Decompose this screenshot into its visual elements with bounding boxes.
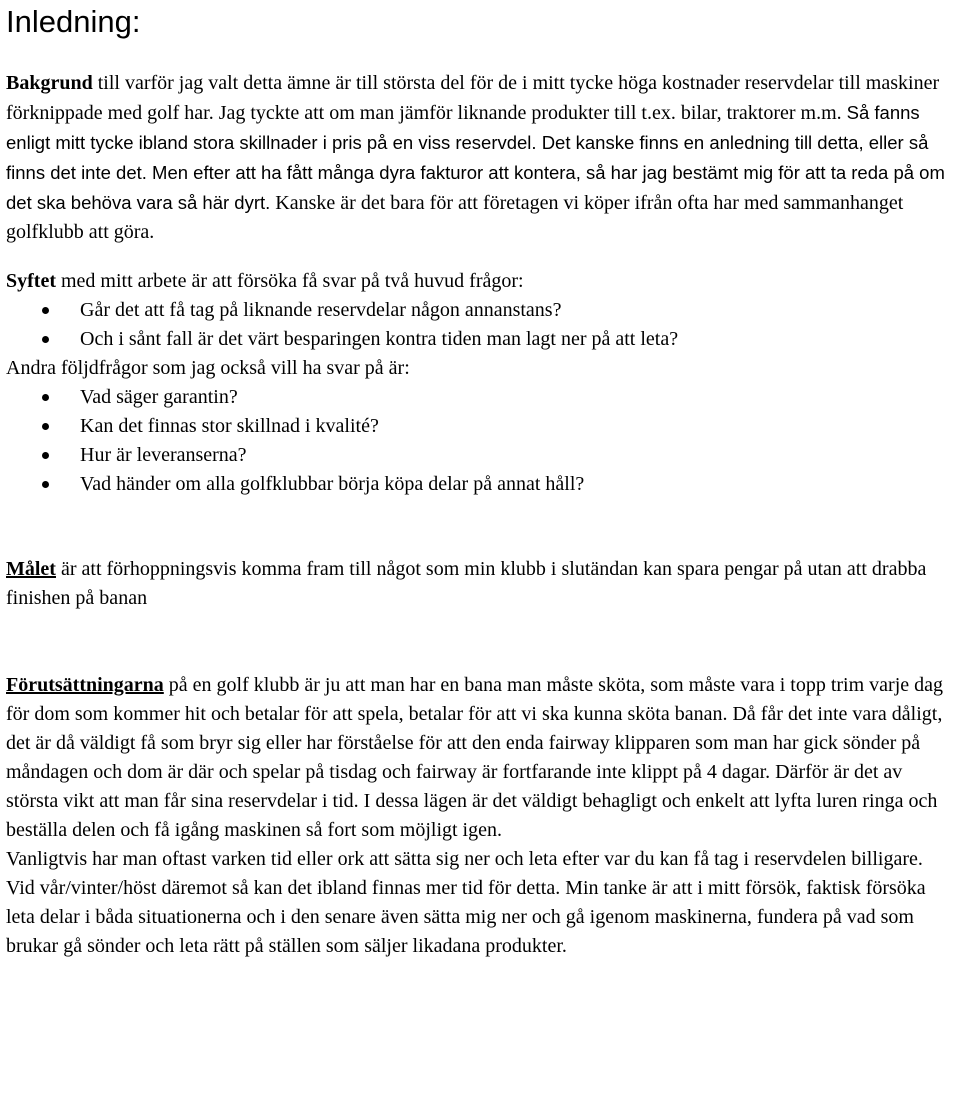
bakgrund-text-2: Så fanns enligt mitt tycke ibland stora skillnader i pris på en viss reservdel. Det kanske finns en anledning till detta, eller så finns det inte det. Men efter att ha fått många dyra fakturor att kontera, så har jag bestämt mig för att ta reda på om det ska behöva vara så här dyrt. <box>6 102 945 213</box>
malet-label: Målet <box>6 558 56 580</box>
bullet-icon <box>42 336 49 343</box>
list-item <box>6 296 958 325</box>
syftet-text: med mitt arbete är att försöka få svar på två huvud frågor: <box>55 270 524 292</box>
list-item-text: Går det att få tag på liknande reservdelar någon annanstans? <box>80 299 562 321</box>
forutsattningarna-paragraph-3: Vid vår/vinter/höst däremot så kan det ibland finnas mer tid för detta. Min tanke är att i mitt försök, faktisk försöka leta delar i båda situationerna och i den senare även sätta mig ner och gå igenom maskinerna, fundera på vad som brukar gå sönder och leta rätt på ställen som säljer likadana produkter. <box>6 877 926 957</box>
forutsattningarna-text: på en golf klubb är ju att man har en bana man måste sköta, som måste vara i topp trim varje dag för dom som kommer hit och betalar för att spela, betalar för att vi ska kunna sköta banan. Då får det inte vara dåligt, det är då väldigt få som bryr sig eller har förståelse för att den enda fairway klipparen som man har gick sönder på måndagen och dom är där och spelar på tisdag och fairway är fortfarande inte klippt på 4 dagar. Därför är det av största vikt att man får sina reservdelar i tid. I dessa lägen är det väldigt behagligt och enkelt att lyfta luren ringa och beställa delen och få igång maskinen så fort som möjligt igen. <box>6 674 944 841</box>
malet-text: är att förhoppningsvis komma fram till något som min klubb i slutändan kan spara pengar på utan att drabba finishen på banan <box>6 558 927 609</box>
page-title: Inledning: <box>6 4 141 39</box>
main-questions-list <box>6 296 958 354</box>
list-item <box>6 383 958 412</box>
bullet-icon <box>42 423 49 430</box>
list-item-text: Och i sånt fall är det värt besparingen kontra tiden man lagt ner på att leta? <box>80 328 679 350</box>
bakgrund-label: Bakgrund <box>6 72 93 94</box>
malet-paragraph <box>6 555 958 613</box>
list-item <box>6 412 958 441</box>
list-item <box>6 441 958 470</box>
list-item-text: Kan det finnas stor skillnad i kvalité? <box>80 415 379 437</box>
bakgrund-paragraph <box>6 69 958 247</box>
bullet-icon <box>42 307 49 314</box>
list-item-text: Hur är leveranserna? <box>80 444 247 466</box>
list-item <box>6 470 958 499</box>
followup-questions-list <box>6 383 958 499</box>
list-item <box>6 325 958 354</box>
forutsattningarna-paragraph-2: Vanligtvis har man oftast varken tid eller ork att sätta sig ner och leta efter var du kan få tag i reservdelen billigare. <box>6 848 923 870</box>
bullet-icon <box>42 481 49 488</box>
forutsattningarna-paragraph <box>6 671 958 845</box>
list-item-text: Vad händer om alla golfklubbar börja köpa delar på annat håll? <box>80 473 585 495</box>
followup-intro: Andra följdfrågor som jag också vill ha svar på är: <box>6 357 410 379</box>
forutsattningarna-label: Förutsättningarna <box>6 674 164 696</box>
bullet-icon <box>42 394 49 401</box>
syftet-label: Syftet <box>6 270 56 292</box>
bakgrund-text-3: Kanske är det bara för att företagen vi köper ifrån ofta har med sammanhanget golfklubb att göra. <box>6 192 904 243</box>
bakgrund-text-1: till varför jag valt detta ämne är till största del för de i mitt tycke höga kostnader reservdelar till maskiner förknippade med golf har. Jag tyckte att om man jämför liknande produkter till t.ex. bilar, traktorer m.m. <box>6 72 940 124</box>
bullet-icon <box>42 452 49 459</box>
syftet-paragraph <box>6 267 958 296</box>
list-item-text: Vad säger garantin? <box>80 386 238 408</box>
